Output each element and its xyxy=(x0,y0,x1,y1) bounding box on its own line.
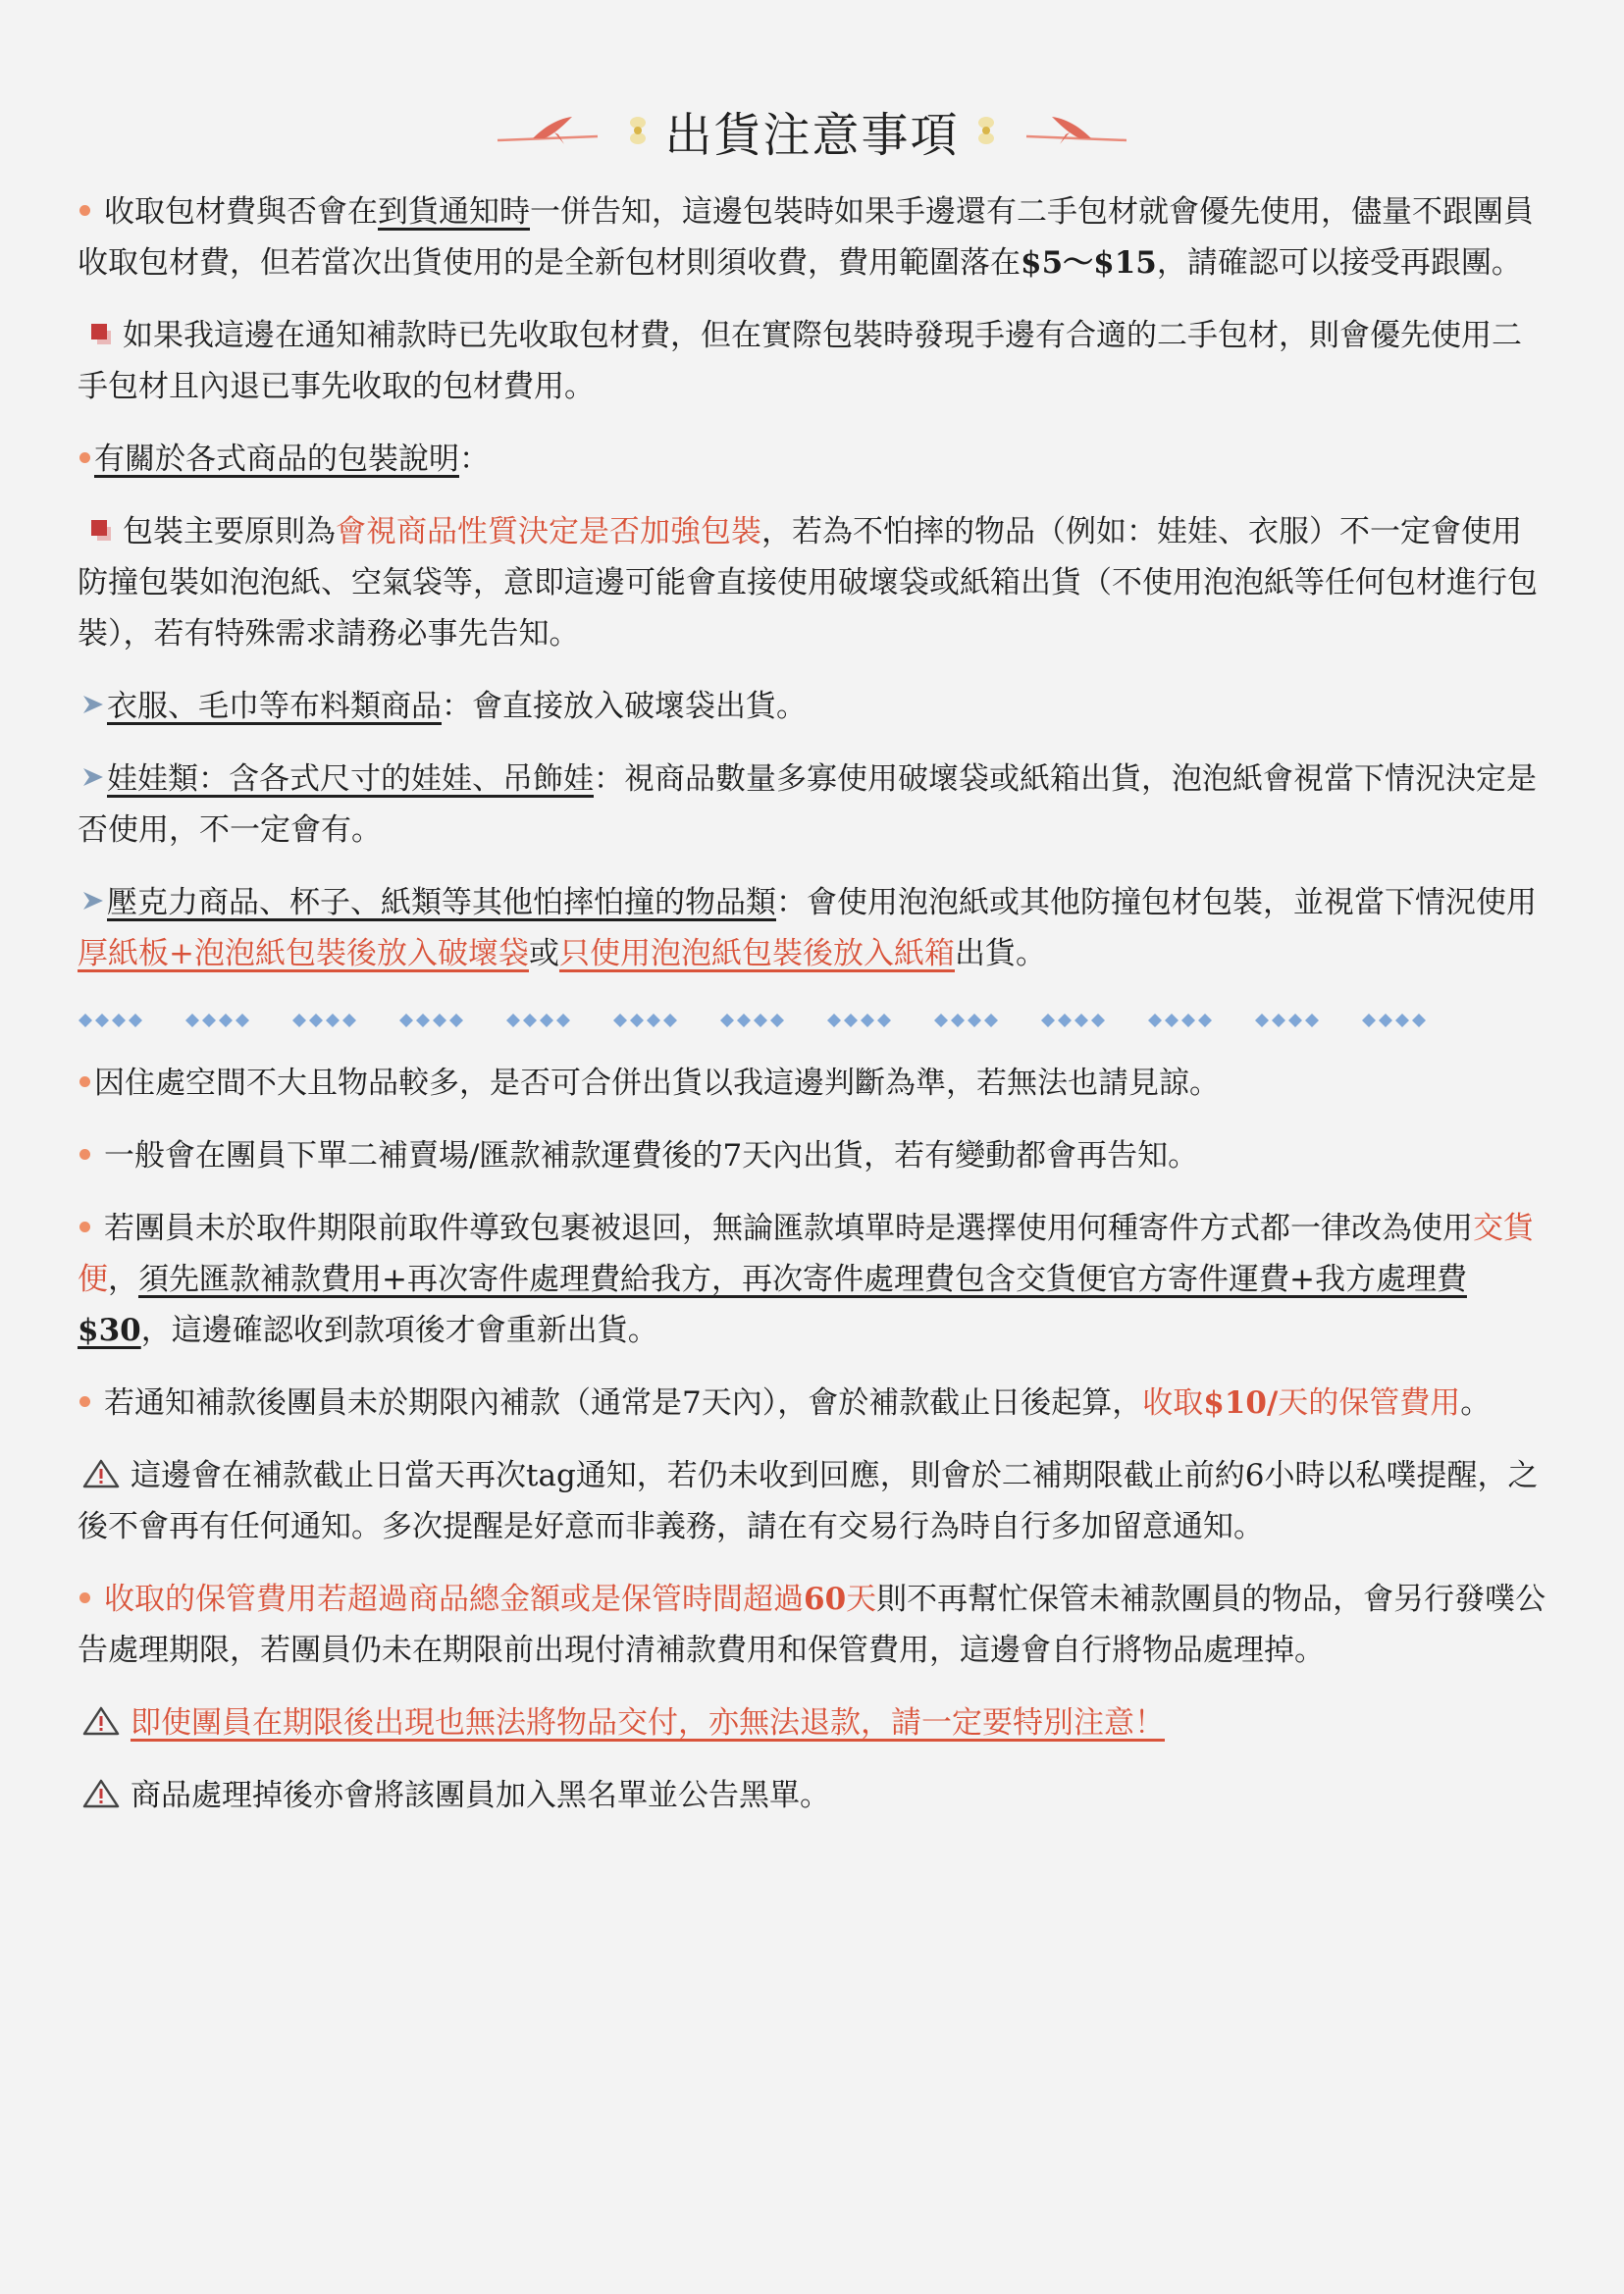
divider-diamond xyxy=(647,1014,660,1027)
divider-diamond xyxy=(827,1014,841,1027)
divider-diamond xyxy=(1255,1014,1269,1027)
divider-diamond xyxy=(129,1014,142,1027)
page-title: 出貨注意事項 xyxy=(664,107,960,163)
divider-diamond xyxy=(1412,1014,1426,1027)
dot-bullet-icon xyxy=(79,1149,90,1160)
divider-diamond xyxy=(433,1014,446,1027)
divider-diamond xyxy=(202,1014,216,1027)
bird-left-icon xyxy=(496,111,603,150)
para-clothes: 衣服、毛巾等布料類商品：會直接放入破壞袋出貨。 xyxy=(78,681,1549,732)
para-storage-limit: 收取的保管費用若超過商品總金額或是保管時間超過60天則不再幫忙保管未補款團員的物品，會另行發噗公告處理期限，若團員仍未在期限前出現付清補款費用和保管費用，這邊會自行將物品處理掉。 xyxy=(78,1582,1546,1668)
divider-diamond xyxy=(630,1014,644,1027)
divider-diamond xyxy=(95,1014,109,1027)
para-no-refund-warning: 即使團員在期限後出現也無法將物品交付，亦無法退款，請一定要特別注意！ xyxy=(78,1697,1549,1748)
square-bullet-icon xyxy=(87,518,115,544)
divider-diamond xyxy=(1395,1014,1409,1027)
flower-right-icon xyxy=(975,111,997,150)
arrow-bullet-icon xyxy=(81,890,105,912)
divider-diamond xyxy=(523,1014,537,1027)
divider-diamond xyxy=(1041,1014,1055,1027)
diamond-divider xyxy=(78,1001,1549,1040)
dot-bullet-icon xyxy=(79,1076,90,1087)
divider-diamond xyxy=(79,1014,92,1027)
square-bullet-icon xyxy=(87,322,115,347)
divider-diamond xyxy=(416,1014,430,1027)
divider-diamond xyxy=(506,1014,520,1027)
diamond-divider-icon xyxy=(78,1011,1471,1030)
divider-diamond xyxy=(1362,1014,1376,1027)
divider-diamond xyxy=(968,1014,981,1027)
divider-diamond xyxy=(861,1014,874,1027)
divider-diamond xyxy=(185,1014,199,1027)
para-returned-parcel: 若團員未於取件期限前取件導致包裹被退回，無論匯款填單時是選擇使用何種寄件方式都一律改為使用交貨便，須先匯款補款費用+再次寄件處理費給我方，再次寄件處理費包含交貨便官方寄件運費+我方處理費$30，這邊確認收到款項後才會重新出貨。 xyxy=(78,1211,1534,1348)
divider-diamond xyxy=(1091,1014,1105,1027)
divider-diamond xyxy=(754,1014,767,1027)
divider-diamond xyxy=(1379,1014,1392,1027)
para-packing-heading: 有關於各式商品的包裝說明： xyxy=(78,434,1549,485)
divider-diamond xyxy=(877,1014,891,1027)
para-combined-shipping: 因住處空間不大且物品較多，是否可合併出貨以我這邊判斷為準，若無法也請見諒。 xyxy=(78,1058,1549,1109)
arrow-bullet-icon xyxy=(81,766,105,788)
divider-diamond xyxy=(770,1014,784,1027)
para-acrylic: 壓克力商品、杯子、紙類等其他怕摔怕撞的物品類：會使用泡泡紙或其他防撞包材包裝，並視當下情況使用厚紙板+泡泡紙包裝後放入破壞袋或只使用泡泡紙包裝後放入紙箱出貨。 xyxy=(78,885,1537,971)
divider-diamond xyxy=(984,1014,998,1027)
para-packing-fee: 收取包材費與否會在到貨通知時一併告知，這邊包裝時如果手邊還有二手包材就會優先使用，儘量不跟團員收取包材費，但若當次出貨使用的是全新包材則須收費，費用範圍落在$5～$15，請確認可以接受再跟團。 xyxy=(78,194,1534,281)
bird-right-icon xyxy=(1021,111,1128,150)
dot-bullet-icon xyxy=(79,1592,90,1603)
divider-diamond xyxy=(1198,1014,1212,1027)
divider-diamond xyxy=(663,1014,677,1027)
divider-diamond xyxy=(399,1014,413,1027)
divider-diamond xyxy=(720,1014,734,1027)
divider-diamond xyxy=(1181,1014,1195,1027)
divider-diamond xyxy=(342,1014,356,1027)
divider-diamond xyxy=(1165,1014,1179,1027)
divider-diamond xyxy=(1058,1014,1072,1027)
divider-diamond xyxy=(613,1014,627,1027)
dot-bullet-icon xyxy=(79,1222,90,1232)
warning-icon xyxy=(81,1778,121,1809)
divider-diamond xyxy=(292,1014,306,1027)
divider-diamond xyxy=(1148,1014,1162,1027)
dot-bullet-icon xyxy=(79,205,90,216)
para-storage-fee: 若通知補款後團員未於期限內補款（通常是7天內），會於補款截止日後起算，收取$10/天的保管費用。 xyxy=(78,1378,1549,1429)
divider-diamond xyxy=(556,1014,570,1027)
divider-diamond xyxy=(844,1014,858,1027)
divider-diamond xyxy=(1288,1014,1302,1027)
para-blacklist: 商品處理掉後亦會將該團員加入黑名單並公告黑單。 xyxy=(78,1770,1549,1821)
para-tag-reminder: 這邊會在補款截止日當天再次tag通知，若仍未收到回應，則會於二補期限截止前約6小時以私噗提醒，之後不會再有任何通知。多次提醒是好意而非義務，請在有交易行為時自行多加留意通知。 xyxy=(78,1458,1539,1544)
divider-diamond xyxy=(112,1014,126,1027)
divider-diamond xyxy=(1074,1014,1088,1027)
divider-diamond xyxy=(1305,1014,1319,1027)
dot-bullet-icon xyxy=(79,1396,90,1407)
divider-diamond xyxy=(951,1014,965,1027)
divider-diamond xyxy=(934,1014,948,1027)
divider-diamond xyxy=(449,1014,463,1027)
para-refund-fee: 如果我這邊在通知補款時已先收取包材費，但在實際包裝時發現手邊有合適的二手包材，則會優先使用二手包材且內退已事先收取的包材費用。 xyxy=(78,318,1522,404)
divider-diamond xyxy=(309,1014,323,1027)
divider-diamond xyxy=(737,1014,751,1027)
para-ship-time: 一般會在團員下單二補賣場/匯款補款運費後的7天內出貨，若有變動都會再告知。 xyxy=(78,1130,1549,1181)
divider-diamond xyxy=(1272,1014,1285,1027)
dot-bullet-icon xyxy=(79,452,90,463)
para-packing-principle: 包裝主要原則為會視商品性質決定是否加強包裝，若為不怕摔的物品（例如：娃娃、衣服）不一定會使用防撞包裝如泡泡紙、空氣袋等，意即這邊可能會直接使用破壞袋或紙箱出貨（不使用泡泡紙等任何包材進行包裝），若有特殊需求請務必事先告知。 xyxy=(78,514,1538,652)
divider-diamond xyxy=(540,1014,553,1027)
arrow-bullet-icon xyxy=(81,694,105,715)
warning-icon xyxy=(81,1458,121,1489)
content xyxy=(78,186,1549,1843)
title-row xyxy=(0,86,1624,175)
divider-diamond xyxy=(326,1014,340,1027)
flower-left-icon xyxy=(627,111,649,150)
divider-diamond xyxy=(236,1014,249,1027)
divider-diamond xyxy=(219,1014,233,1027)
para-dolls: 娃娃類：含各式尺寸的娃娃、吊飾娃：視商品數量多寡使用破壞袋或紙箱出貨，泡泡紙會視當下情況決定是否使用，不一定會有。 xyxy=(78,761,1537,848)
warning-icon xyxy=(81,1705,121,1737)
